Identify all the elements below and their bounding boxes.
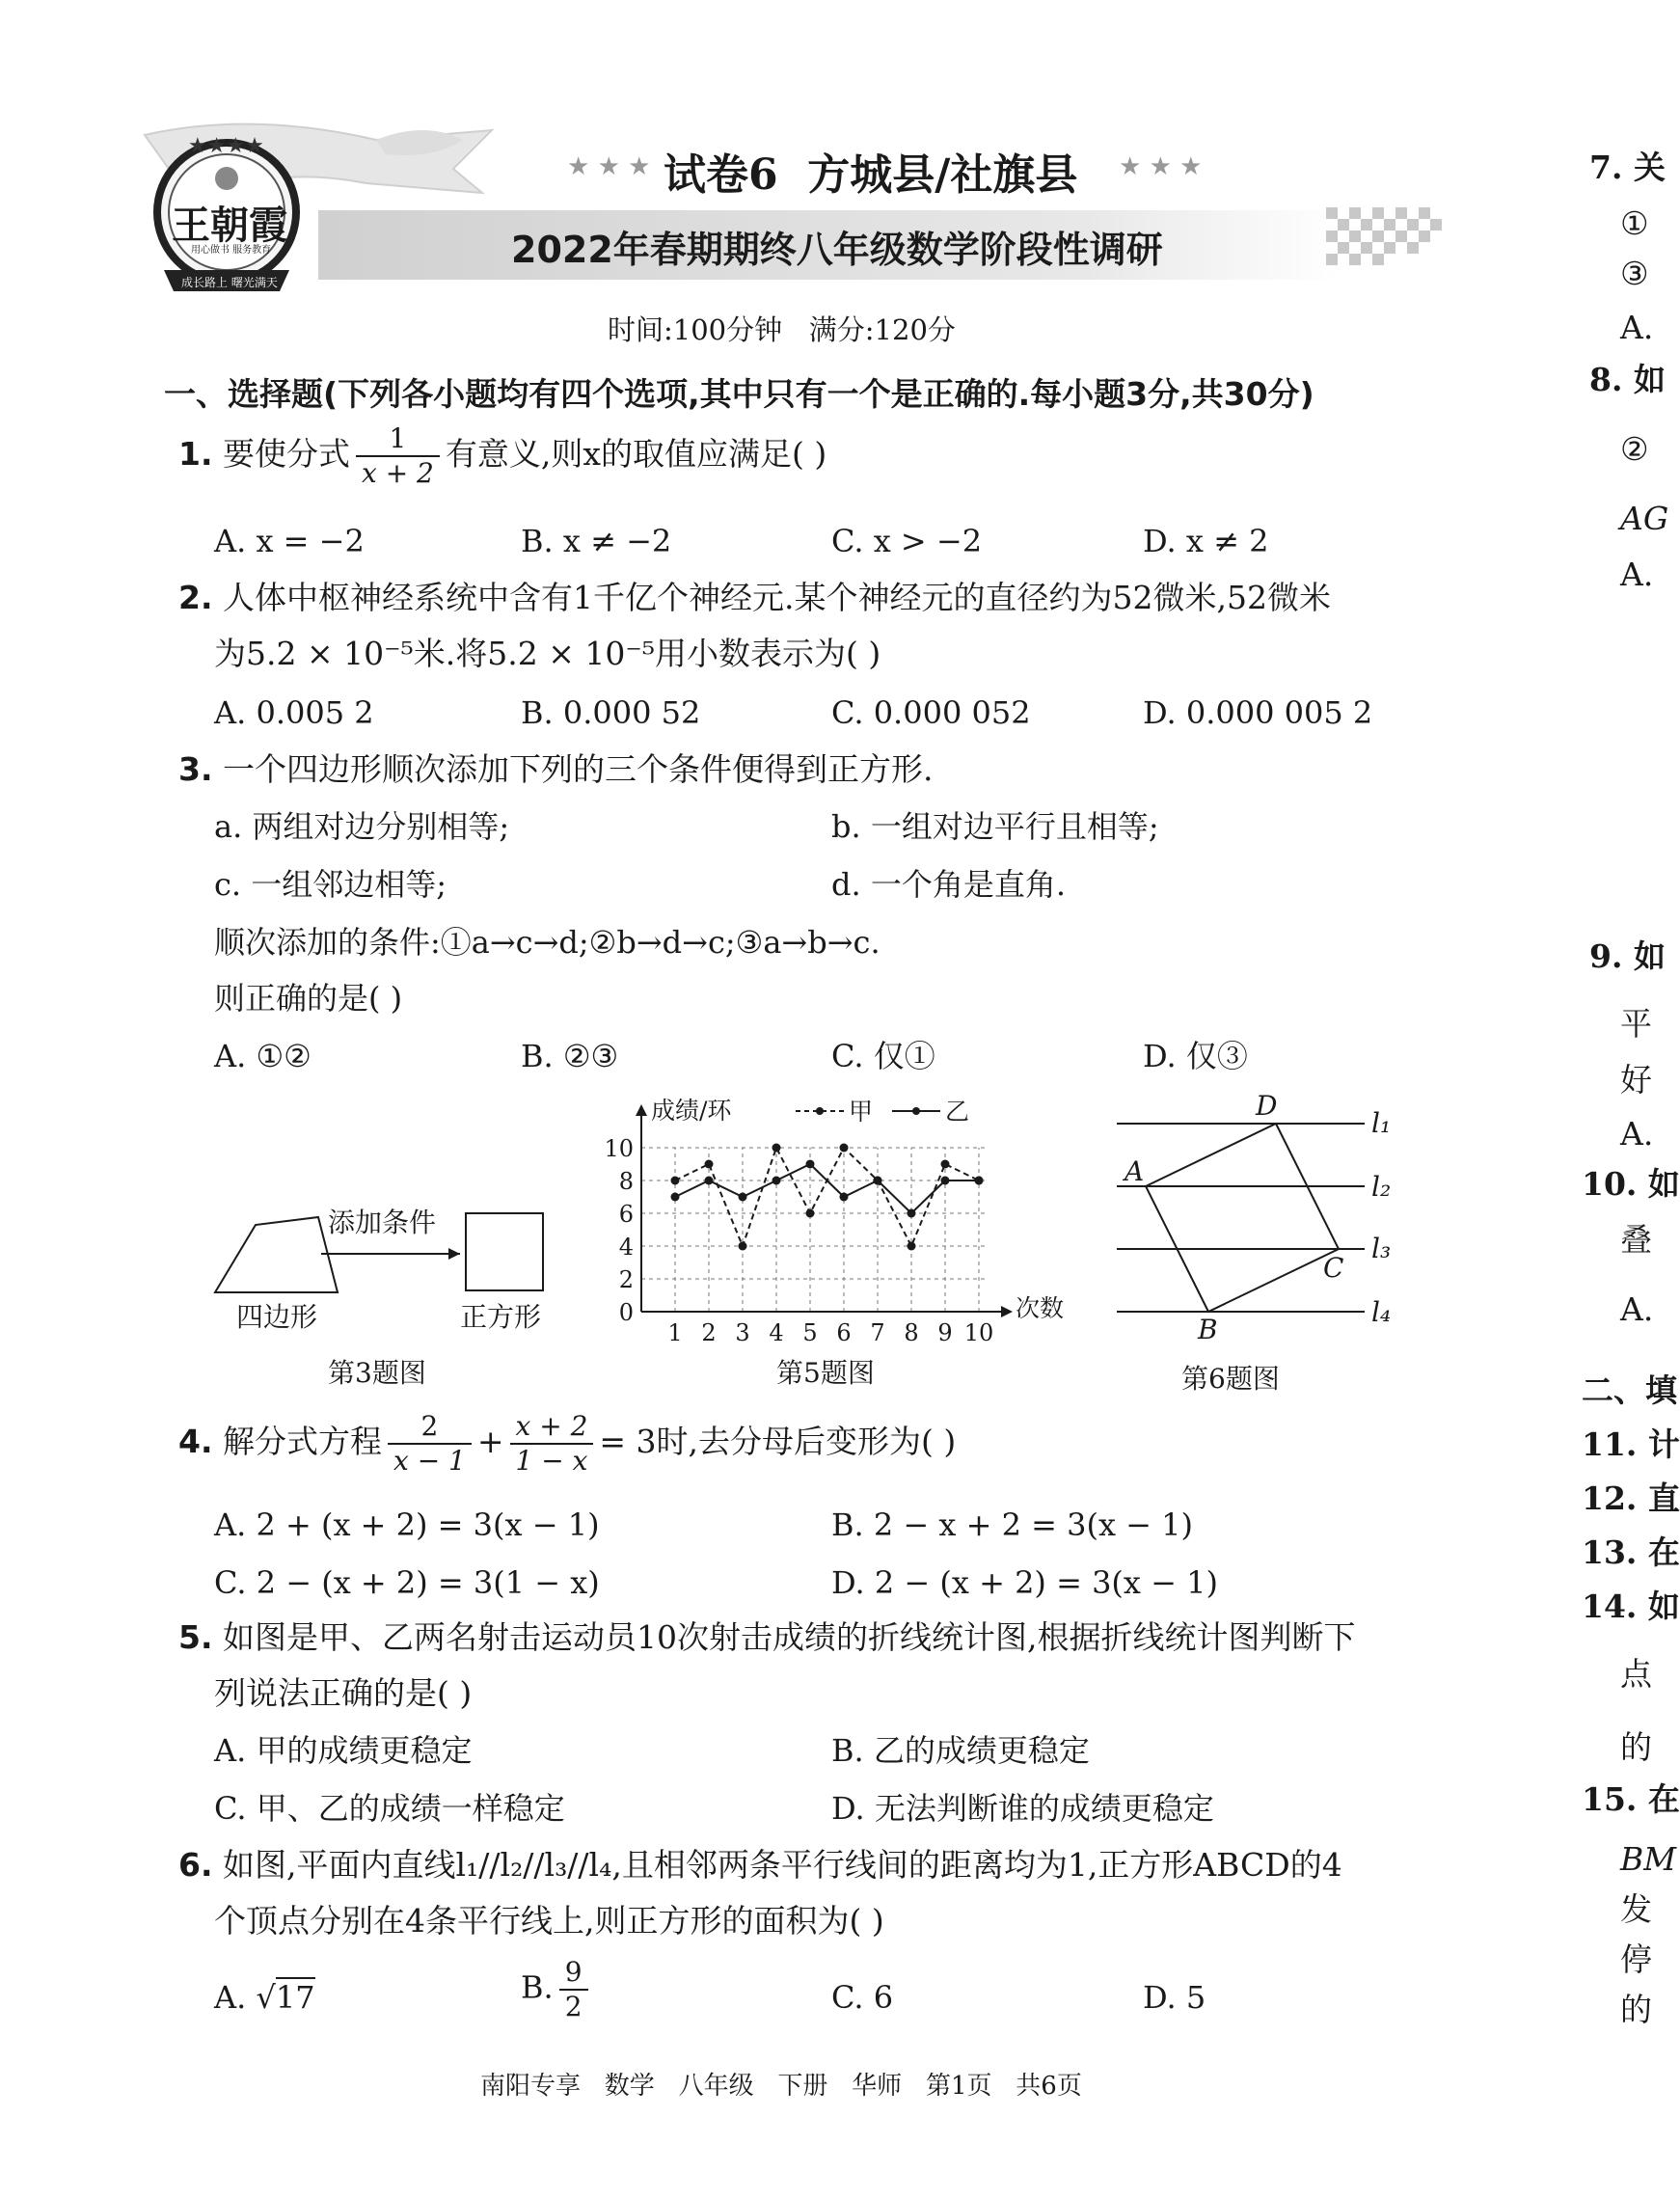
question-text: 如图,平面内直线l₁//l₂//l₃//l₄,且相邻两条平行线间的距离均为1,正方形ABCD的4 (223, 1846, 1342, 1884)
q9-option: A. (1620, 1115, 1654, 1153)
x-tick-label: 3 (735, 1319, 750, 1346)
header (0, 0, 1666, 289)
question-text: 有意义,则x的取值应满足( ) (445, 435, 827, 473)
q13-fragment: 13. 在 (1582, 1533, 1680, 1571)
q14-fragment: 14. 如 (1582, 1587, 1680, 1625)
data-point-yi (874, 1177, 882, 1185)
q8-line: ② (1620, 430, 1649, 468)
time-info: 时间:100分钟 满分:120分 (608, 313, 956, 346)
data-point-jia (908, 1242, 916, 1251)
question-5 (178, 1616, 1355, 1659)
data-point-jia (941, 1160, 950, 1169)
option-b[interactable]: B. 乙的成绩更稳定 (831, 1732, 1090, 1769)
option-d[interactable]: D. 仅③ (1143, 1038, 1248, 1074)
option-b[interactable] (521, 1956, 594, 2023)
data-point-yi (739, 1193, 747, 1202)
arrow-head-icon (448, 1248, 460, 1260)
exam-title: 试卷6 方城县/社旗县 (664, 150, 1078, 200)
data-point-jia (705, 1160, 714, 1169)
point-label-c: C (1323, 1252, 1344, 1284)
y-tick-label: 2 (618, 1266, 634, 1293)
square-shape (466, 1213, 543, 1290)
condition-c: c. 一组邻边相等; (214, 866, 447, 903)
publisher-logo (145, 135, 309, 299)
point-label-a: A (1125, 1155, 1145, 1187)
option-b[interactable]: B. 0.000 52 (521, 694, 701, 731)
data-point-yi (772, 1177, 781, 1185)
q7-line: ③ (1620, 255, 1649, 292)
question-text: 解分式方程 (223, 1423, 382, 1460)
q7-option: A. (1620, 309, 1654, 346)
legend-marker-jia (816, 1107, 824, 1115)
x-tick-label: 2 (701, 1319, 717, 1346)
question-2 (178, 577, 1331, 619)
x-tick-label: 8 (904, 1319, 919, 1346)
logo-subtext: 用心做书 服务教育 (191, 245, 272, 256)
option-c[interactable]: C. 2 − (x + 2) = 3(1 − x) (214, 1564, 600, 1601)
logo-banner-text: 成长路上 曙光满天 (181, 276, 278, 289)
y-tick-label: 0 (618, 1299, 634, 1326)
fraction-denominator: x − 1 (393, 1445, 466, 1477)
legend-marker-yi (912, 1107, 920, 1115)
q9-line: 好 (1620, 1061, 1652, 1099)
option-a[interactable]: A. 0.005 2 (214, 694, 374, 731)
line-label-l1: l₁ (1371, 1107, 1392, 1139)
data-point-jia (671, 1177, 680, 1185)
fraction-numerator: 9 (559, 1956, 588, 1991)
x-tick-label: 5 (802, 1319, 818, 1346)
y-tick-label: 8 (618, 1168, 634, 1195)
q9-fragment: 9. 如 (1589, 937, 1666, 975)
option-d[interactable]: D. x ≠ 2 (1143, 523, 1269, 559)
q8-option: A. (1620, 556, 1654, 593)
right-column-clipped (1582, 0, 1680, 2198)
q11-fragment: 11. 计 (1582, 1425, 1680, 1463)
condition-d: d. 一个角是直角. (831, 866, 1067, 903)
option-c[interactable]: C. 甲、乙的成绩一样稳定 (214, 1790, 565, 1827)
figure-6-drawing (1109, 1090, 1398, 1350)
question-number: 5. (178, 1618, 213, 1656)
sqrt-icon: √ (256, 1979, 276, 2016)
fraction (559, 1956, 588, 2023)
option-c[interactable]: C. 6 (831, 1979, 894, 2016)
fraction-denominator: 2 (564, 1991, 583, 2022)
option-b[interactable]: B. ②③ (521, 1038, 619, 1074)
data-point-jia (806, 1209, 815, 1218)
option-a[interactable] (214, 1977, 315, 2018)
data-point-yi (908, 1209, 916, 1218)
radicand: 17 (275, 1979, 315, 2016)
question-text: 要使分式 (223, 435, 350, 473)
option-d[interactable]: D. 2 − (x + 2) = 3(x − 1) (831, 1564, 1218, 1601)
x-axis-label: 次数 (1016, 1294, 1065, 1322)
q15-line: 发 (1620, 1890, 1652, 1928)
x-axis-arrow-icon (1001, 1306, 1013, 1317)
y-axis-arrow-icon (636, 1104, 647, 1116)
q7-line: ① (1620, 204, 1649, 242)
question-6 (178, 1844, 1342, 1886)
series-line-jia (675, 1148, 979, 1246)
legend-label-jia: 甲 (849, 1098, 874, 1126)
logo-text: 王朝霞 (172, 203, 287, 248)
series-line-yi (675, 1164, 979, 1213)
page-footer: 南阳专享 数学 八年级 下册 华师 第1页 共6页 (480, 2072, 1082, 2101)
option-letter: A. (214, 1979, 247, 2016)
figure-caption: 第5题图 (776, 1357, 875, 1389)
fraction-numerator: 2 (388, 1410, 472, 1445)
x-tick-label: 1 (667, 1319, 683, 1346)
condition-a: a. 两组对边分别相等; (214, 808, 510, 845)
svg-text:★★★★: ★★★★ (188, 134, 264, 158)
q10-option: A. (1620, 1290, 1654, 1328)
fraction (510, 1410, 594, 1478)
data-point-jia (840, 1144, 849, 1153)
quadrilateral-label: 四边形 (236, 1301, 318, 1333)
square-label: 正方形 (460, 1301, 542, 1333)
question-number: 6. (178, 1846, 213, 1884)
condition-b: b. 一组对边平行且相等; (831, 808, 1159, 845)
q10-line: 叠 (1620, 1221, 1652, 1259)
question-4 (178, 1410, 956, 1478)
figure-5-chart (593, 1080, 1085, 1398)
line-chart (593, 1080, 1085, 1345)
x-tick-label: 9 (937, 1319, 953, 1346)
q7-fragment: 7. 关 (1589, 149, 1666, 186)
question-ask: 则正确的是( ) (214, 980, 403, 1017)
option-c[interactable]: C. x > −2 (831, 523, 983, 559)
question-text: 一个四边形顺次添加下列的三个条件便得到正方形. (223, 750, 934, 788)
question-text: 人体中枢神经系统中含有1千亿个神经元.某个神经元的直径约为52微米,52微米 (223, 579, 1331, 616)
q15-line: BM (1620, 1840, 1677, 1878)
fraction-denominator: x + 2 (362, 457, 434, 489)
q8-fragment: 8. 如 (1589, 361, 1666, 398)
option-b[interactable]: B. x ≠ −2 (521, 523, 672, 559)
arrow-label: 添加条件 (328, 1207, 437, 1238)
data-point-jia (739, 1242, 747, 1251)
point-label-d: D (1256, 1090, 1278, 1122)
question-number: 4. (178, 1423, 213, 1460)
checker-decoration (1326, 207, 1456, 285)
option-c[interactable]: C. 0.000 052 (831, 694, 1031, 731)
fraction-denominator: 1 − x (515, 1445, 588, 1477)
square-abcd (1146, 1124, 1339, 1312)
figure-caption: 第3题图 (328, 1357, 426, 1389)
q9-line: 平 (1620, 1005, 1652, 1043)
option-d[interactable]: D. 5 (1143, 1979, 1206, 2016)
fraction (388, 1410, 472, 1478)
q8-line: AG (1620, 500, 1669, 537)
figure-6 (1109, 1090, 1398, 1398)
question-number: 1. (178, 435, 213, 473)
exam-subtitle: 2022年春期期终八年级数学阶段性调研 (511, 229, 1163, 271)
line-label-l3: l₃ (1371, 1233, 1392, 1264)
option-a[interactable]: A. ①② (214, 1038, 312, 1074)
legend-label-yi: 乙 (945, 1098, 970, 1126)
question-3 (178, 748, 934, 791)
title-stars-left: ★ ★ ★ (567, 152, 651, 181)
data-point-jia (772, 1144, 781, 1153)
question-1 (178, 422, 826, 490)
x-tick-label: 10 (963, 1319, 994, 1346)
line-label-l2: l₂ (1371, 1171, 1392, 1203)
y-tick-label: 10 (604, 1135, 634, 1162)
x-tick-label: 4 (769, 1319, 784, 1346)
q15-fragment: 15. 在 (1582, 1780, 1680, 1818)
fraction-numerator: 1 (356, 422, 440, 457)
condition-order: 顺次添加的条件:①a→c→d;②b→d→c;③a→b→c. (214, 924, 881, 961)
option-c[interactable]: C. 仅① (831, 1038, 935, 1074)
data-point-yi (806, 1160, 815, 1169)
section-heading: 一、选择题(下列各小题均有四个选项,其中只有一个是正确的.每小题3分,共30分) (164, 375, 1314, 413)
data-point-yi (840, 1193, 849, 1202)
q15-line: 停 (1620, 1940, 1652, 1978)
quadrilateral-shape (215, 1217, 338, 1292)
title-stars-right: ★ ★ ★ (1119, 152, 1203, 181)
question-5-line2: 列说法正确的是( ) (214, 1674, 473, 1712)
figure-3 (207, 1196, 555, 1398)
q12-fragment: 12. 直 (1582, 1479, 1680, 1517)
data-point-yi (705, 1177, 714, 1185)
option-a[interactable]: A. 2 + (x + 2) = 3(x − 1) (214, 1506, 600, 1543)
line-label-l4: l₄ (1371, 1296, 1392, 1328)
option-d[interactable]: D. 0.000 005 2 (1143, 694, 1373, 731)
option-b[interactable]: B. 2 − x + 2 = 3(x − 1) (831, 1506, 1193, 1543)
option-d[interactable]: D. 无法判断谁的成绩更稳定 (831, 1790, 1214, 1827)
q14-line: 的 (1620, 1728, 1652, 1766)
data-point-yi (941, 1177, 950, 1185)
plus-sign: + (476, 1423, 504, 1460)
section-2-fragment: 二、填 (1582, 1371, 1677, 1409)
data-point-yi (975, 1177, 984, 1185)
figure-caption: 第6题图 (1181, 1363, 1280, 1395)
y-tick-label: 6 (618, 1201, 634, 1228)
question-number: 3. (178, 750, 213, 788)
option-a[interactable]: A. x = −2 (214, 523, 365, 559)
fraction (356, 422, 440, 490)
y-axis-label: 成绩/环 (651, 1097, 732, 1125)
question-text: 如图是甲、乙两名射击运动员10次射击成绩的折线统计图,根据折线统计图判断下 (223, 1618, 1356, 1656)
option-letter: B. (521, 1968, 554, 2006)
q10-fragment: 10. 如 (1582, 1165, 1680, 1203)
x-tick-label: 6 (836, 1319, 852, 1346)
q14-line: 点 (1620, 1655, 1652, 1693)
question-number: 2. (178, 579, 213, 616)
data-point-yi (671, 1193, 680, 1202)
fraction-numerator: x + 2 (510, 1410, 594, 1445)
q15-line: 的 (1620, 1991, 1652, 2028)
question-text: = 3时,去分母后变形为( ) (599, 1423, 957, 1460)
y-tick-label: 4 (618, 1234, 634, 1261)
question-6-line2: 个顶点分别在4条平行线上,则正方形的面积为( ) (214, 1902, 884, 1940)
point-label-b: B (1198, 1314, 1218, 1345)
question-2-line2: 为5.2 × 10⁻⁵米.将5.2 × 10⁻⁵用小数表示为( ) (214, 635, 881, 672)
x-tick-label: 7 (870, 1319, 885, 1346)
option-a[interactable]: A. 甲的成绩更稳定 (214, 1732, 473, 1769)
